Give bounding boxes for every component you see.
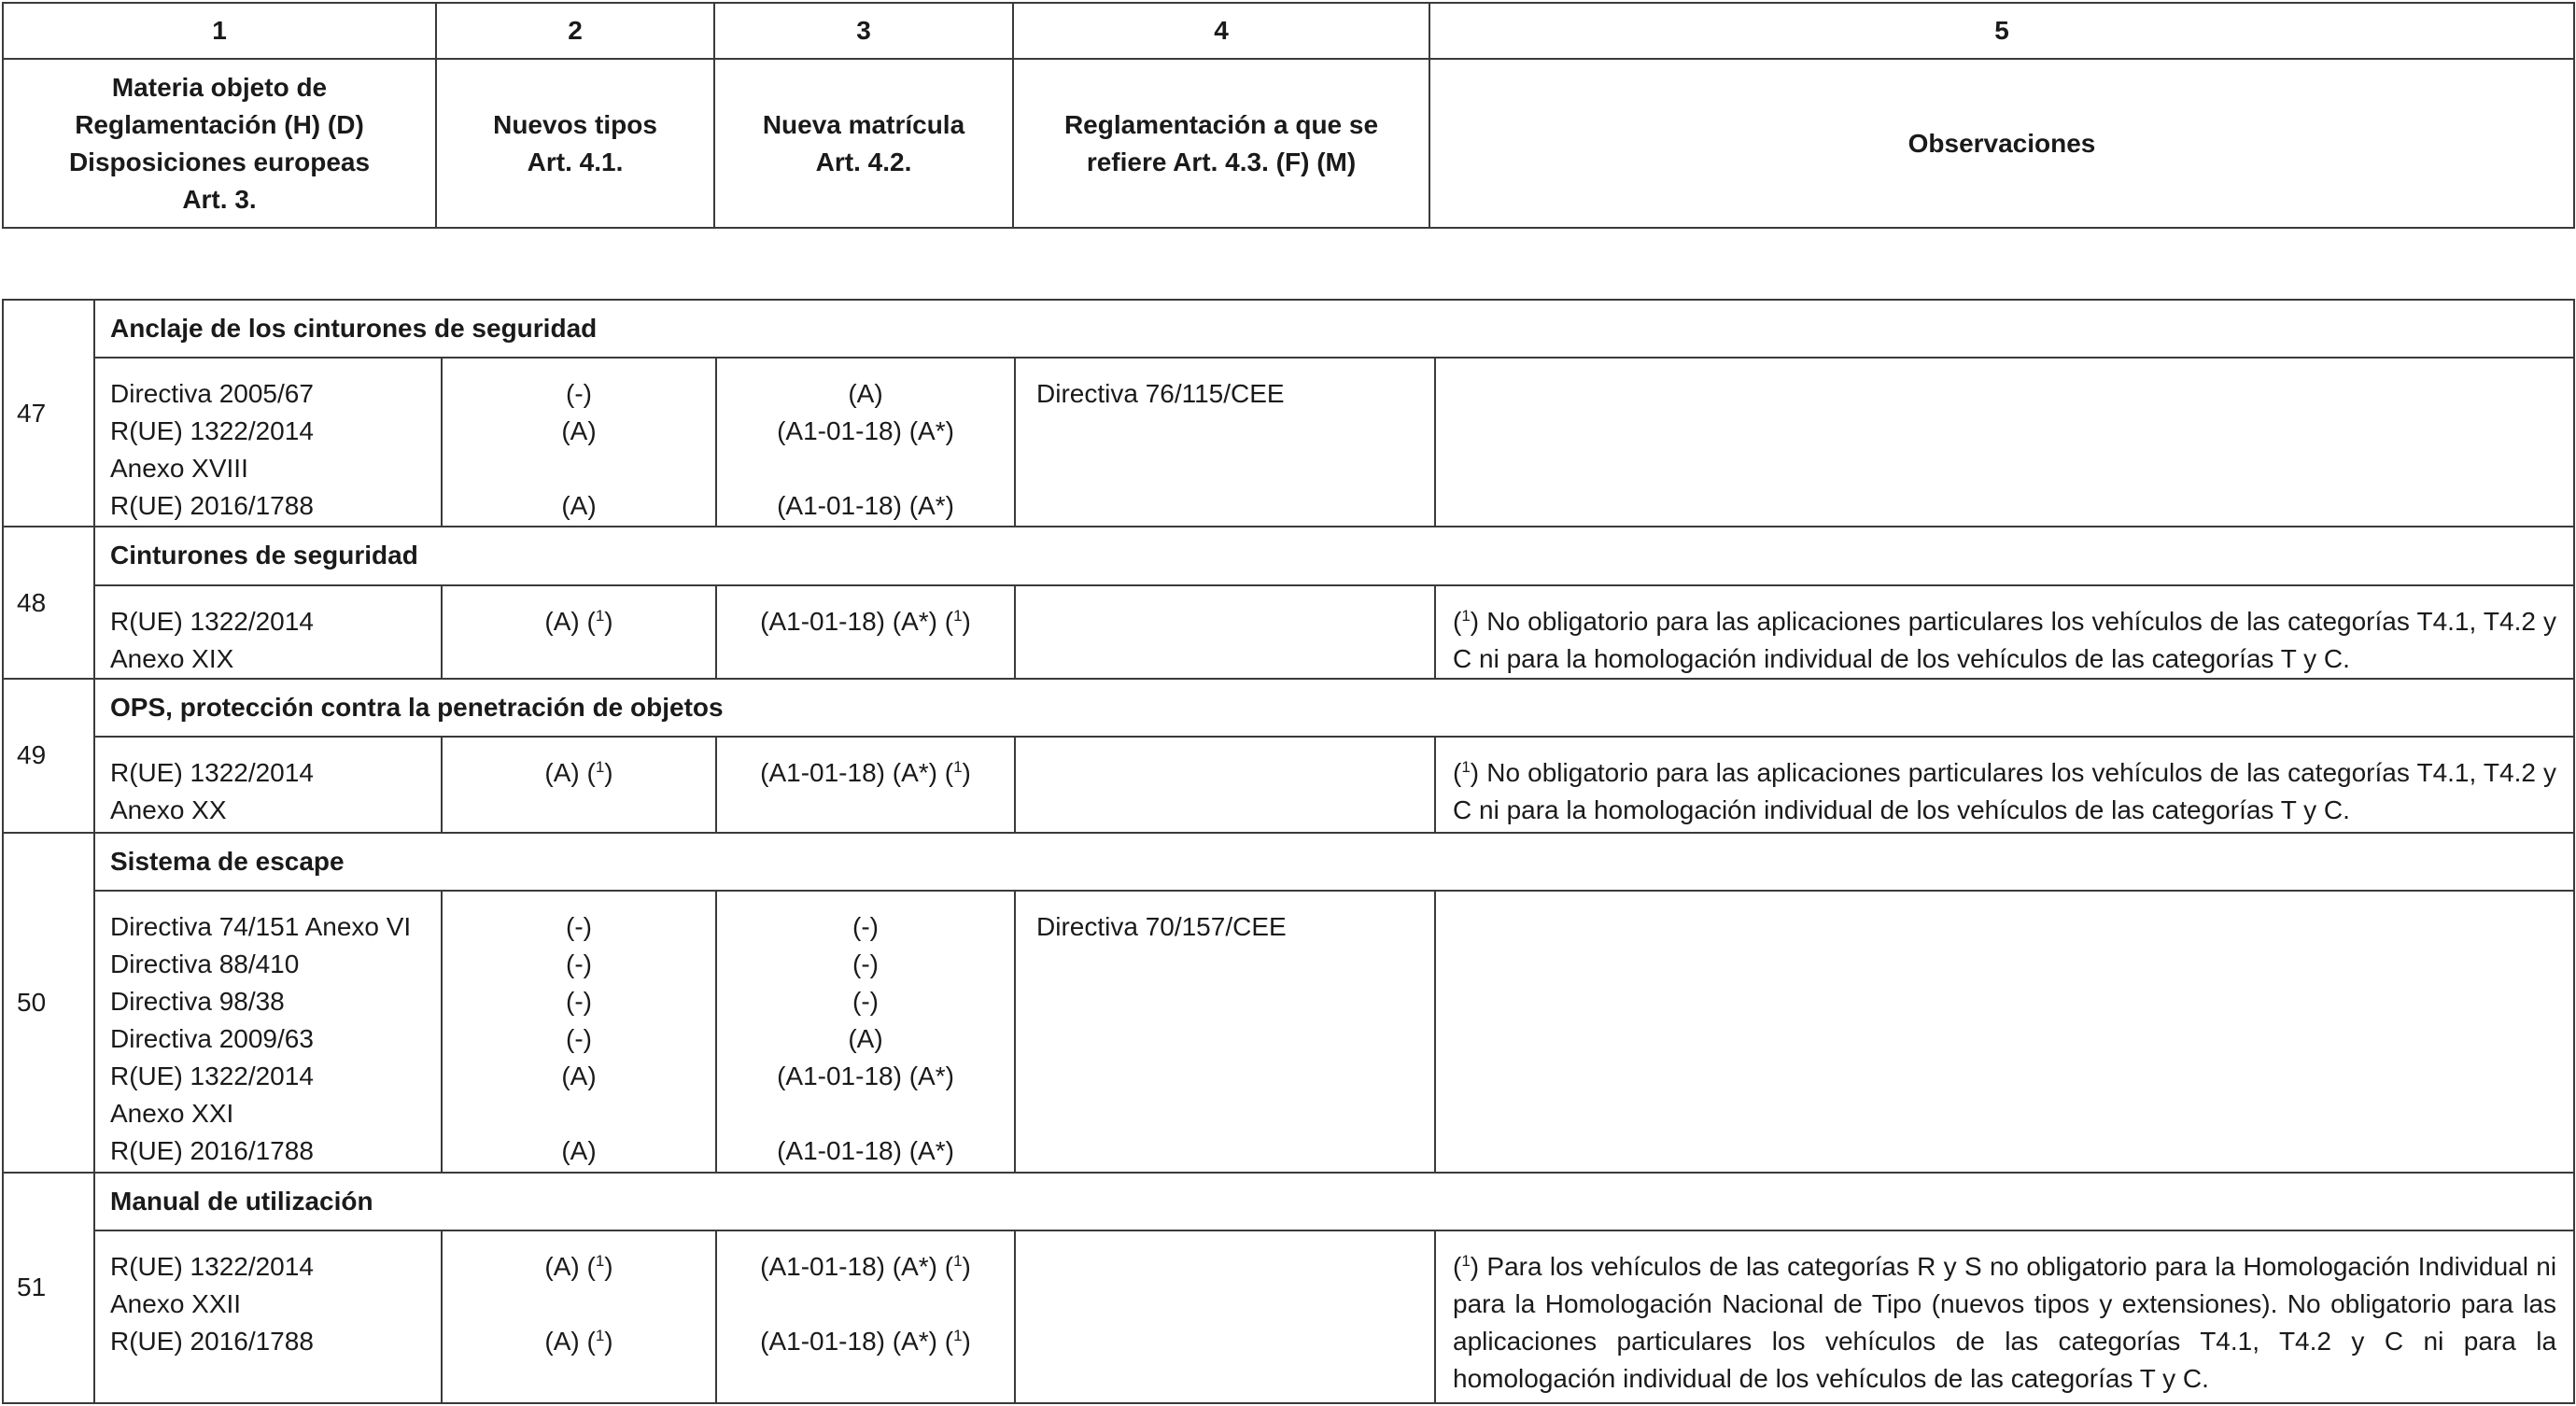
regulation-table (2, 299, 2575, 1404)
section-title-row (3, 1173, 2574, 1230)
observations: ($^1$) No obligatorio para las aplicaciones particulares los vehículos de las categorías T4.1, T4.2 y C ni para la homologación individual de los vehículos de las categorías T y C. (1435, 585, 2574, 680)
section-title-row (3, 527, 2574, 584)
referenced-regulation: Directiva 70/157/CEE (1015, 891, 1435, 1173)
cell-line: (A1-01-18) (A*) ($^1$) (760, 758, 971, 788)
cell-line: Directiva 98/38 (110, 987, 285, 1017)
cell-line: R(UE) 2016/1788 (110, 1327, 314, 1356)
observations: ($^1$) Para los vehículos de las categorías R y S no obligatorio para la Homologación Individual ni para la Homologación Nacional de Tipo (nuevos tipos y extensiones). No obligatorio para las aplicaciones particulares los vehículos de las categorías T4.1, T4.2 y C ni para la homologación individual de los vehículos de las categorías T y C. (1435, 1230, 2574, 1403)
referenced-regulation: Directiva 76/115/CEE (1015, 358, 1435, 527)
column-title-line: Art. 4.1. (527, 147, 624, 176)
referenced-regulation (1015, 1230, 1435, 1403)
cell-line: Anexo XVIII (110, 454, 248, 484)
column-title-line: Nuevos tipos (493, 109, 657, 139)
referenced-regulation (1015, 737, 1435, 833)
footnote-marker: 1 (595, 758, 605, 777)
cell-line: (A) (561, 491, 597, 521)
cell-line: (A1-01-18) (A*) (777, 1062, 954, 1091)
cell-blank-line (717, 1286, 1014, 1323)
cell-line: (A) ($^1$) (544, 758, 613, 788)
cell-line: Anexo XXII (110, 1289, 242, 1318)
cell-line: Anexo XXI (110, 1099, 234, 1129)
cell-line: (A1-01-18) (A*) (777, 491, 954, 521)
cell-line: (-) (852, 912, 879, 942)
column-number-2: 2 (436, 3, 714, 59)
cell-line: (A) (561, 1136, 597, 1166)
regulation-references (94, 737, 442, 833)
cell-line: (A) (561, 1062, 597, 1091)
column-title-line: Reglamentación a que se (1063, 109, 1379, 139)
new-types-values (442, 737, 716, 833)
item-number: 50 (3, 833, 94, 1173)
cell-line: (-) (852, 949, 879, 979)
observations (1435, 358, 2574, 527)
cell-line: (A) ($^1$) (544, 1327, 613, 1356)
cell-line: (A) (561, 416, 597, 446)
cell-line: (A1-01-18) (A*) ($^1$) (760, 606, 971, 636)
section-title: Sistema de escape (94, 833, 2574, 891)
column-number-4: 4 (1013, 3, 1429, 59)
new-types-values (442, 891, 716, 1173)
section-title: Cinturones de seguridad (94, 527, 2574, 584)
cell-line: (A1-01-18) (A*) ($^1$) (760, 1327, 971, 1356)
item-number: 48 (3, 527, 94, 679)
section-content-row (3, 358, 2574, 527)
new-types-values (442, 585, 716, 680)
column-title-reglamentacion (1013, 59, 1429, 228)
cell-line: (-) (566, 912, 592, 942)
cell-line: Directiva 88/410 (110, 949, 300, 979)
regulation-references (94, 891, 442, 1173)
footnote-marker: 1 (1461, 758, 1471, 777)
column-title-line: Materia objeto de (111, 72, 328, 102)
cell-line: (A1-01-18) (A*) (777, 416, 954, 446)
section-content-row (3, 891, 2574, 1173)
section-content-row (3, 585, 2574, 680)
new-registration-values (716, 585, 1015, 680)
regulation-references (94, 358, 442, 527)
regulation-references (94, 1230, 442, 1403)
new-registration-values (716, 891, 1015, 1173)
column-number-1: 1 (3, 3, 436, 59)
footnote-marker: 1 (595, 606, 605, 625)
cell-line: (-) (566, 379, 592, 409)
item-number: 49 (3, 679, 94, 833)
footnote-marker: 1 (595, 1252, 605, 1270)
section-content-row (3, 1230, 2574, 1403)
cell-blank-line (443, 450, 715, 487)
column-title-line: Art. 3. (182, 184, 257, 214)
cell-line: R(UE) 1322/2014 (110, 606, 314, 636)
new-registration-values (716, 1230, 1015, 1403)
cell-line: (-) (566, 987, 592, 1017)
cell-blank-line (443, 1095, 715, 1132)
footnote-marker: 1 (1461, 1252, 1471, 1270)
column-title-nueva-matricula (714, 59, 1013, 228)
cell-line: Directiva 2009/63 (110, 1024, 314, 1054)
column-title-line: Nueva matrícula (762, 109, 965, 139)
cell-line: Anexo XX (110, 795, 227, 825)
cell-line: Anexo XIX (110, 643, 234, 673)
cell-line: (A) ($^1$) (544, 1252, 613, 1281)
cell-line: (A1-01-18) (A*) (777, 1136, 954, 1166)
cell-line: R(UE) 1322/2014 (110, 1062, 314, 1091)
footnote-marker: 1 (953, 606, 963, 625)
cell-blank-line (443, 1286, 715, 1323)
cell-line: R(UE) 1322/2014 (110, 758, 314, 788)
column-number-3: 3 (714, 3, 1013, 59)
column-number-5: 5 (1429, 3, 2574, 59)
item-number: 47 (3, 300, 94, 527)
cell-line: R(UE) 1322/2014 (110, 416, 314, 446)
cell-line: (A) (848, 1024, 883, 1054)
section-title: Manual de utilización (94, 1173, 2574, 1230)
column-title-line: Disposiciones europeas (68, 147, 371, 176)
cell-line: Directiva 74/151 Anexo VI (110, 912, 412, 942)
referenced-regulation (1015, 585, 1435, 680)
cell-blank-line (717, 1095, 1014, 1132)
cell-line: R(UE) 2016/1788 (110, 491, 314, 521)
column-number-row (3, 3, 2574, 59)
cell-line: (A) (848, 379, 883, 409)
section-title-row (3, 833, 2574, 891)
cell-line: (-) (566, 1024, 592, 1054)
footnote-marker: 1 (1461, 606, 1471, 625)
observations (1435, 891, 2574, 1173)
cell-line: R(UE) 1322/2014 (110, 1252, 314, 1281)
header-table (2, 2, 2575, 229)
regulation-references (94, 585, 442, 680)
cell-line: (A1-01-18) (A*) ($^1$) (760, 1252, 971, 1281)
item-number: 51 (3, 1173, 94, 1403)
cell-line: (A) ($^1$) (544, 606, 613, 636)
footnote-marker: 1 (953, 758, 963, 777)
section-title-row (3, 300, 2574, 358)
new-types-values (442, 358, 716, 527)
cell-line: Directiva 2005/67 (110, 379, 314, 409)
column-title-line: Art. 4.2. (815, 147, 912, 176)
new-registration-values (716, 737, 1015, 833)
footnote-marker: 1 (953, 1327, 963, 1344)
cell-blank-line (717, 450, 1014, 487)
column-title-nuevos-tipos (436, 59, 714, 228)
new-registration-values (716, 358, 1015, 527)
column-title-row (3, 59, 2574, 228)
column-title-line: Reglamentación (H) (D) (75, 109, 364, 139)
footnote-marker: 1 (595, 1327, 605, 1344)
column-title-line: refiere Art. 4.3. (F) (M) (1086, 147, 1357, 176)
section-title: Anclaje de los cinturones de seguridad (94, 300, 2574, 358)
section-title-row (3, 679, 2574, 737)
section-title: OPS, protección contra la penetración de objetos (94, 679, 2574, 737)
new-types-values (442, 1230, 716, 1403)
cell-line: (-) (852, 987, 879, 1017)
column-title-observaciones: Observaciones (1429, 59, 2574, 228)
column-title-materia (3, 59, 436, 228)
section-content-row (3, 737, 2574, 833)
footnote-marker: 1 (953, 1252, 963, 1270)
cell-line: (-) (566, 949, 592, 979)
observations: ($^1$) No obligatorio para las aplicaciones particulares los vehículos de las categorías T4.1, T4.2 y C ni para la homologación individual de los vehículos de las categorías T y C. (1435, 737, 2574, 833)
cell-line: R(UE) 2016/1788 (110, 1136, 314, 1166)
